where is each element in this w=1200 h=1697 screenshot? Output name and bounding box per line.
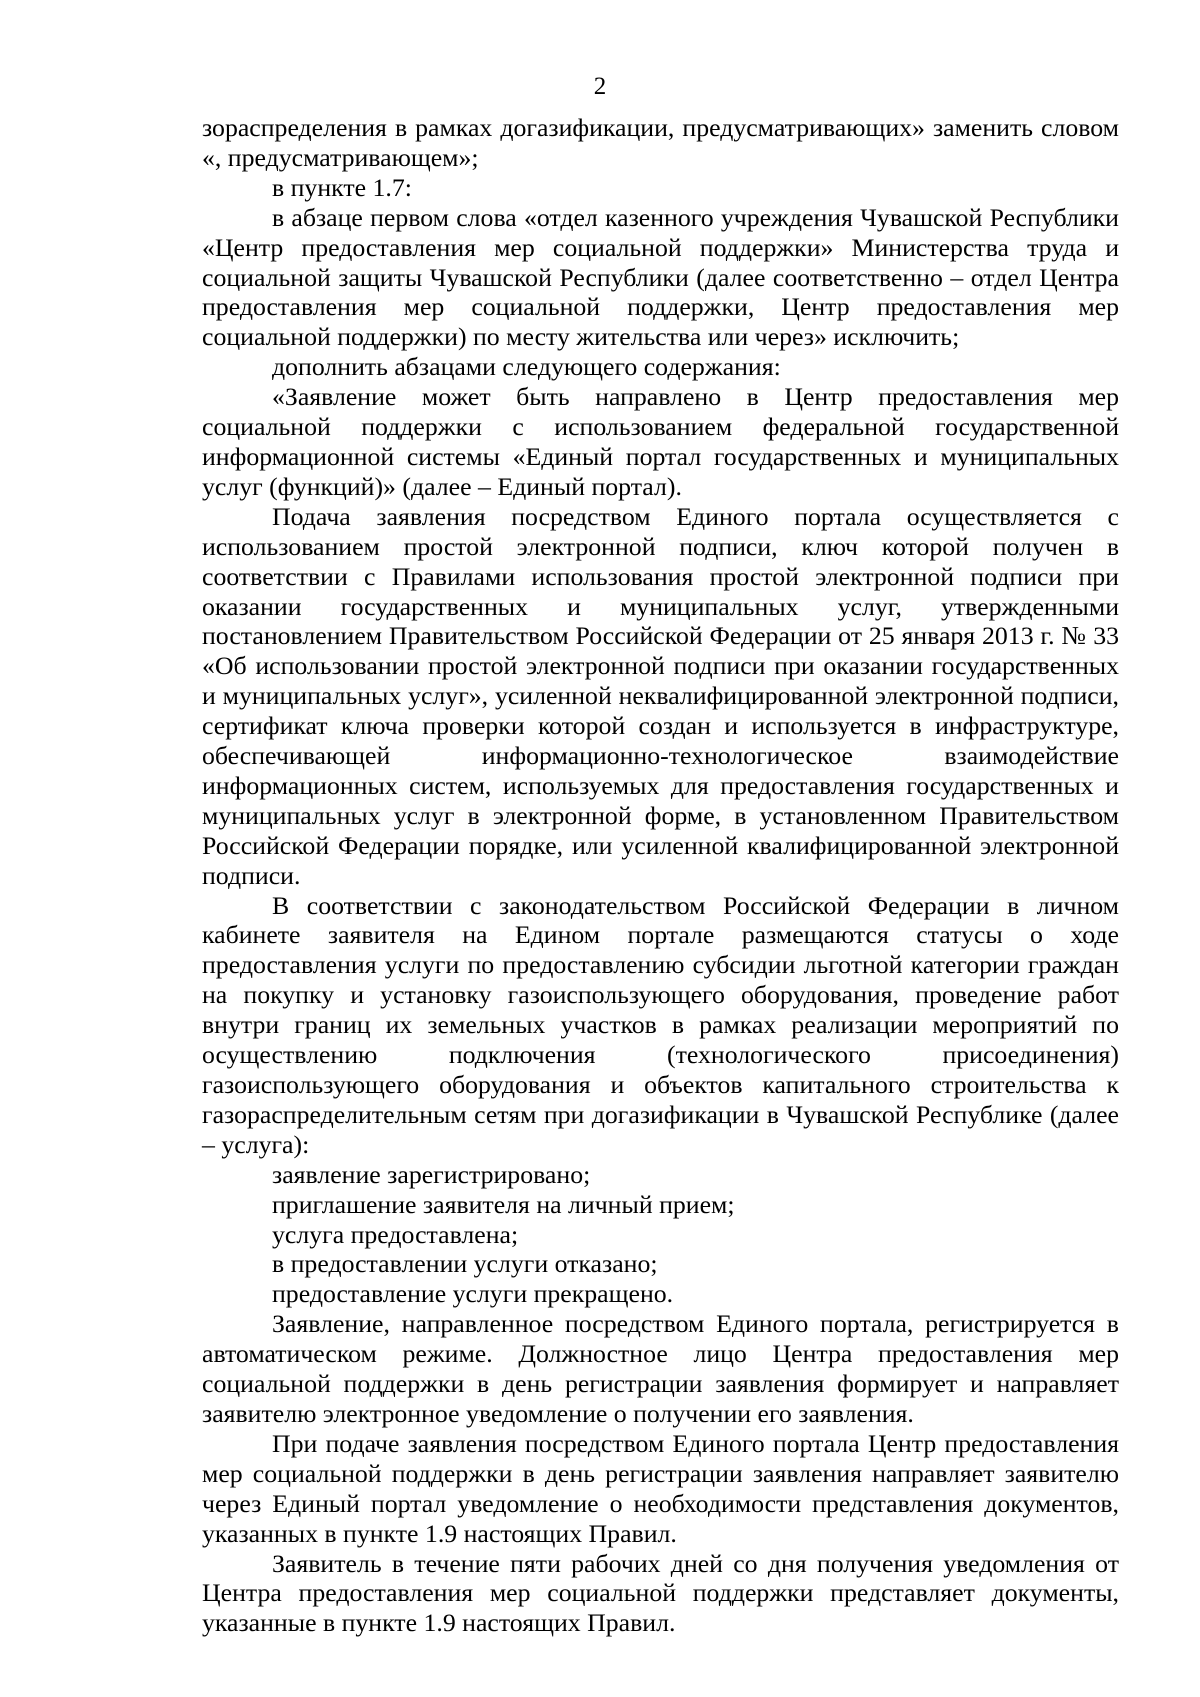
status-item-terminated: предоставление услуги прекращено. (272, 1279, 674, 1309)
paragraph-continuation: зораспределения в рамках догазификации, предусматривающих» заменить словом «, предусматривающем»; (202, 113, 1119, 172)
paragraph-electronic-signature: Подача заявления посредством Единого портала осуществляется с использованием простой электронной подписи, ключ которой получен в соответствии с Правилами использования простой электронной подписи при оказании государственных и муниципальных услуг, утвержденными постановлением Правительством Российской Федерации от 25 января 2013 г. № 33 «Об использовании простой электронной подписи при оказании государственных и муниципальных услуг», усиленной неквалифицированной электронной подписи, сертификат ключа проверки которой создан и используется в инфраструктуре, обеспечивающей информационно-технологическое взаимодействие информационных систем, используемых для предоставления государственных и муниципальных услуг в электронной форме, в установленном Правительством Российской Федерации порядке, или усиленной квалифицированной электронной подписи. (202, 501, 1119, 890)
document-body (202, 113, 1119, 1638)
paragraph-registration: Заявление, направленное посредством Единого портала, регистрируется в автоматическом режиме. Должностное лицо Центра предоставления мер социальной поддержки в день регистрации заявления формирует и направляет заявителю электронное уведомление о получении его заявления. (202, 1309, 1119, 1428)
status-item-provided: услуга предоставлена; (272, 1219, 519, 1249)
paragraph-application-portal: «Заявление может быть направлено в Центр предоставления мер социальной поддержки с использованием федеральной государственной информационной системы «Единый портал государственных и муниципальных услуг (функций)» (далее – Единый портал). (202, 382, 1119, 501)
status-item-refused: в предоставлении услуги отказано; (272, 1249, 658, 1279)
paragraph-statuses: В соответствии с законодательством Российской Федерации в личном кабинете заявителя на Едином портале размещаются статусы о ходе предоставления услуги по предоставлению субсидии льготной категории граждан на покупку и установку газоиспользующего оборудования, проведение работ внутри границ их земельных участков в рамках реализации мероприятий по осуществлению подключения (технологического присоединения) газоиспользующего оборудования и объектов капитального строительства к газораспределительным сетям при догазификации в Чувашской Республике (далее – услуга): (202, 890, 1119, 1159)
page-number: 2 (593, 73, 607, 100)
paragraph-notification: При подаче заявления посредством Единого портала Центр предоставления мер социальной поддержки в день регистрации заявления направляет заявителю через Единый портал уведомление о необходимости представления документов, указанных в пункте 1.9 настоящих Правил. (202, 1428, 1119, 1548)
paragraph-first-abzac-change: в абзаце первом слова «отдел казенного учреждения Чувашской Республики «Центр предоставления мер социальной поддержки» Министерства труда и социальной защиты Чувашской Республики (далее соответственно – отдел Центра предоставления мер социальной поддержки, Центр предоставления мер социальной поддержки) по месту жительства или через» исключить; (202, 202, 1119, 352)
status-item-invitation: приглашение заявителя на личный прием; (272, 1189, 735, 1219)
status-item-registered: заявление зарегистрировано; (272, 1159, 591, 1189)
paragraph-point-1-7: в пункте 1.7: (272, 172, 412, 202)
paragraph-documents-deadline: Заявитель в течение пяти рабочих дней со дня получения уведомления от Центра предоставления мер социальной поддержки представляет документы, указанные в пункте 1.9 настоящих Правил. (202, 1548, 1119, 1638)
paragraph-add-abzacs: дополнить абзацами следующего содержания: (272, 352, 781, 382)
